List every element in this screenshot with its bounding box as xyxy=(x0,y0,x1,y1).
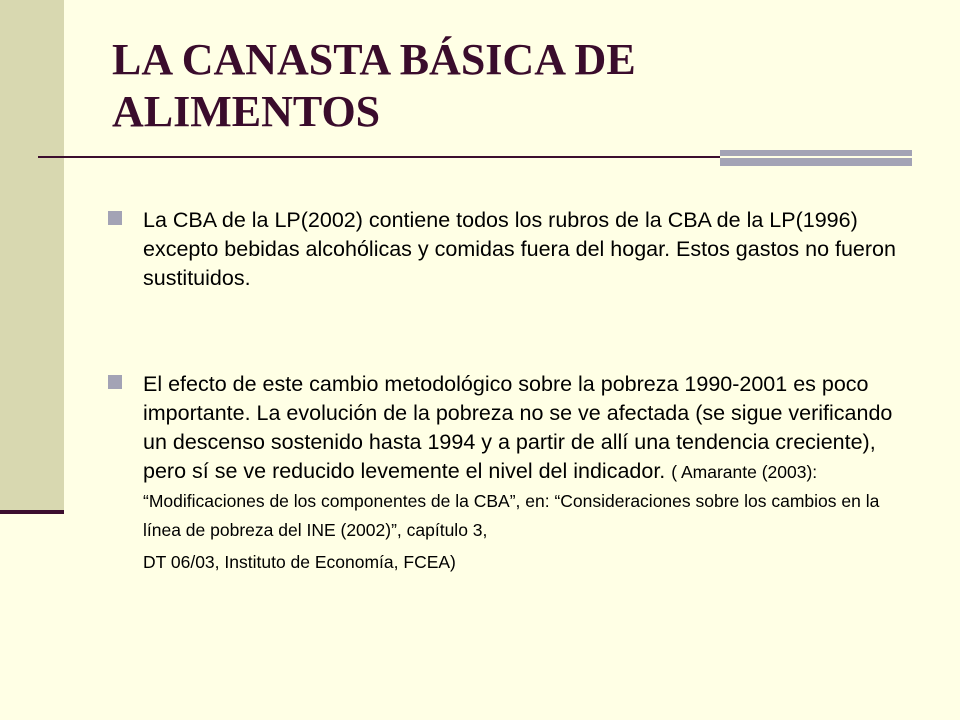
bullet-text: El efecto de este cambio metodológico sobre la pobreza 1990-2001 es poco importante. La evolución de la pobreza no se ve afectada (se sigue verificando un descenso sostenido hasta 1994 y a partir de allí una tendencia creciente), pero sí se ve reducido levemente el nivel del indicador. xyxy=(143,372,893,483)
bullet-text: La CBA de la LP(2002) contiene todos los rubros de la CBA de la LP(1996) excepto bebidas alcohólicas y comidas fuera del hogar. Estos gastos no fueron sustituidos. xyxy=(143,208,896,290)
title-rule-accent xyxy=(720,150,912,166)
bullet-citation-end: DT 06/03, Instituto de Economía, FCEA) xyxy=(143,552,456,572)
left-accent-bar-end xyxy=(0,510,64,514)
bullet-item xyxy=(108,206,898,293)
bullet-citation: ( Amarante (2003): “Modificaciones de los componentes de la CBA”, en: “Consideraciones sobre los cambios en la línea de pobreza del INE (2002)”, capítulo 3, xyxy=(143,462,880,540)
title-rule-accent-gap xyxy=(720,156,912,158)
square-bullet-icon xyxy=(108,211,122,225)
slide-title: LA CANASTA BÁSICA DE ALIMENTOS xyxy=(112,35,636,136)
square-bullet-icon xyxy=(108,375,122,389)
bullet-paragraph xyxy=(143,370,898,574)
bullet-item xyxy=(108,370,898,574)
left-accent-bar xyxy=(0,0,64,512)
